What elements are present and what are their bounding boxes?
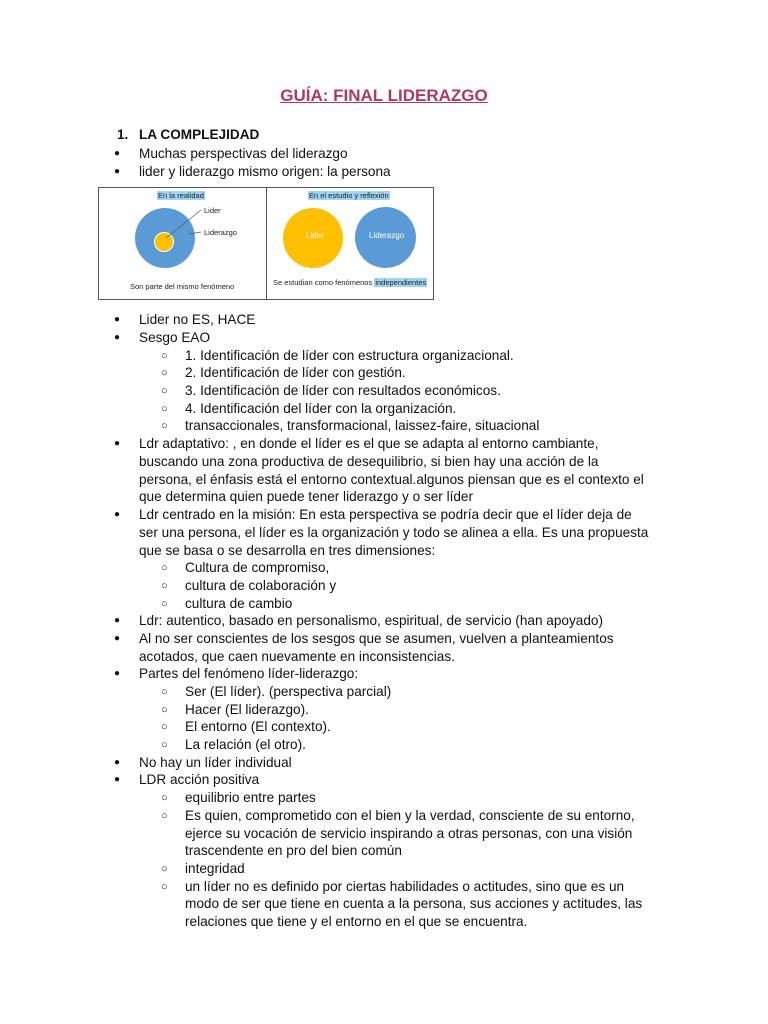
diagram-right-bottom-caption: Se estudian como fenómenos independientes — [273, 278, 427, 287]
sub-list-item: ○ cultura de colaboración y — [185, 577, 336, 595]
diagram-left-caption: En la realidad — [158, 191, 204, 200]
liderazgo-circle-label: Liderazgo — [369, 231, 405, 240]
section-title: LA COMPLEJIDAD — [139, 127, 260, 142]
label-lider: Lider — [204, 206, 221, 215]
sub-list-item: ○ 4. Identificación del líder con la organización. — [185, 400, 456, 418]
label-liderazgo: Liderazgo — [204, 228, 237, 237]
section-number: 1. — [117, 127, 129, 142]
sub-list-item: ○ un líder no es definido por ciertas habilidades o actitudes, sino que es un — [185, 878, 624, 896]
list-item: ● Ldr centrado en la misión: En esta perspectiva se podría decir que el líder deja de — [139, 506, 632, 524]
sub-list-item: ○ El entorno (El contexto). — [185, 718, 331, 736]
list-item: ● No hay un líder individual — [139, 754, 292, 772]
list-item-cont: que determina quien puede tener liderazgo y o ser líder — [139, 489, 474, 504]
list-item: ● Lider no ES, HACE — [139, 311, 255, 329]
diagram-right-caption: En el estudio y reflexión — [309, 191, 389, 200]
list-item-cont: persona, el énfasis está el entorno contextual.algunos piensan que es el contexto el — [139, 472, 644, 487]
sub-list-item: ○ Cultura de compromiso, — [185, 559, 329, 577]
list-item-cont: que se basa o se desarrolla en tres dimensiones: — [139, 543, 436, 558]
sub-list-item: ○ 1. Identificación de líder con estructura organizacional. — [185, 347, 514, 365]
leadership-diagram — [98, 187, 434, 300]
list-item: ● Al no ser conscientes de los sesgos que se asumen, vuelven a planteamientos — [139, 630, 614, 648]
sub-list-item-cont: ejerce su vocación de servicio inspirando a otras personas, con una visión — [185, 826, 633, 841]
sub-list-item: ○ integridad — [185, 860, 245, 878]
page-title: GUÍA: FINAL LIDERAZGO — [280, 86, 488, 105]
sub-list-item-cont: relaciones que tiene y el entorno en el que se encuentra. — [185, 914, 528, 929]
list-item: ● Ldr: autentico, basado en personalismo, espiritual, de servicio (han apoyado) — [139, 612, 603, 630]
sub-list-item: ○ Hacer (El liderazgo). — [185, 701, 309, 719]
diagram-divider — [266, 188, 267, 299]
list-item-cont: buscando una zona productiva de desequilibrio, si bien hay una acción de la — [139, 454, 599, 469]
sub-list-item: ○ cultura de cambio — [185, 595, 292, 613]
list-item: ● Ldr adaptativo: , en donde el líder es el que se adapta al entorno cambiante, — [139, 435, 599, 453]
sub-list-item: ○ transaccionales, transformacional, laissez-faire, situacional — [185, 417, 539, 435]
list-item: ● Muchas perspectivas del liderazgo — [139, 145, 348, 163]
diagram-left-bottom-caption: Son parte del mismo fenómeno — [130, 282, 235, 291]
list-item-cont: acotados, que caen nuevamente en inconsistencias. — [139, 649, 455, 664]
list-item: ● Sesgo EAO — [139, 329, 210, 347]
list-item: ● lider y liderazgo mismo origen: la persona — [139, 163, 391, 181]
list-item: ● Partes del fenómeno líder-liderazgo: — [139, 665, 358, 683]
sub-list-item-cont: modo de ser que tiene en cuenta a la persona, sus acciones y actitudes, las — [185, 896, 643, 911]
sub-list-item: ○ equilibrio entre partes — [185, 789, 316, 807]
sub-list-item: ○ 2. Identificación de líder con gestión. — [185, 364, 406, 382]
list-item-cont: ser una persona, el líder es la organización y todo se alinea a ella. Es una propuesta — [139, 525, 649, 540]
list-item: ● LDR acción positiva — [139, 771, 259, 789]
sub-list-item: ○ La relación (el otro). — [185, 736, 306, 754]
sub-list-item-cont: trascendente en pro del bien común — [185, 843, 402, 858]
sub-list-item: ○ 3. Identificación de líder con resultados económicos. — [185, 382, 501, 400]
lider-circle-label: Lider — [306, 231, 324, 240]
sub-list-item: ○ Ser (El líder). (perspectiva parcial) — [185, 683, 391, 701]
sub-list-item: ○ Es quien, comprometido con el bien y la verdad, consciente de su entorno, — [185, 807, 635, 825]
section-heading — [117, 126, 259, 144]
